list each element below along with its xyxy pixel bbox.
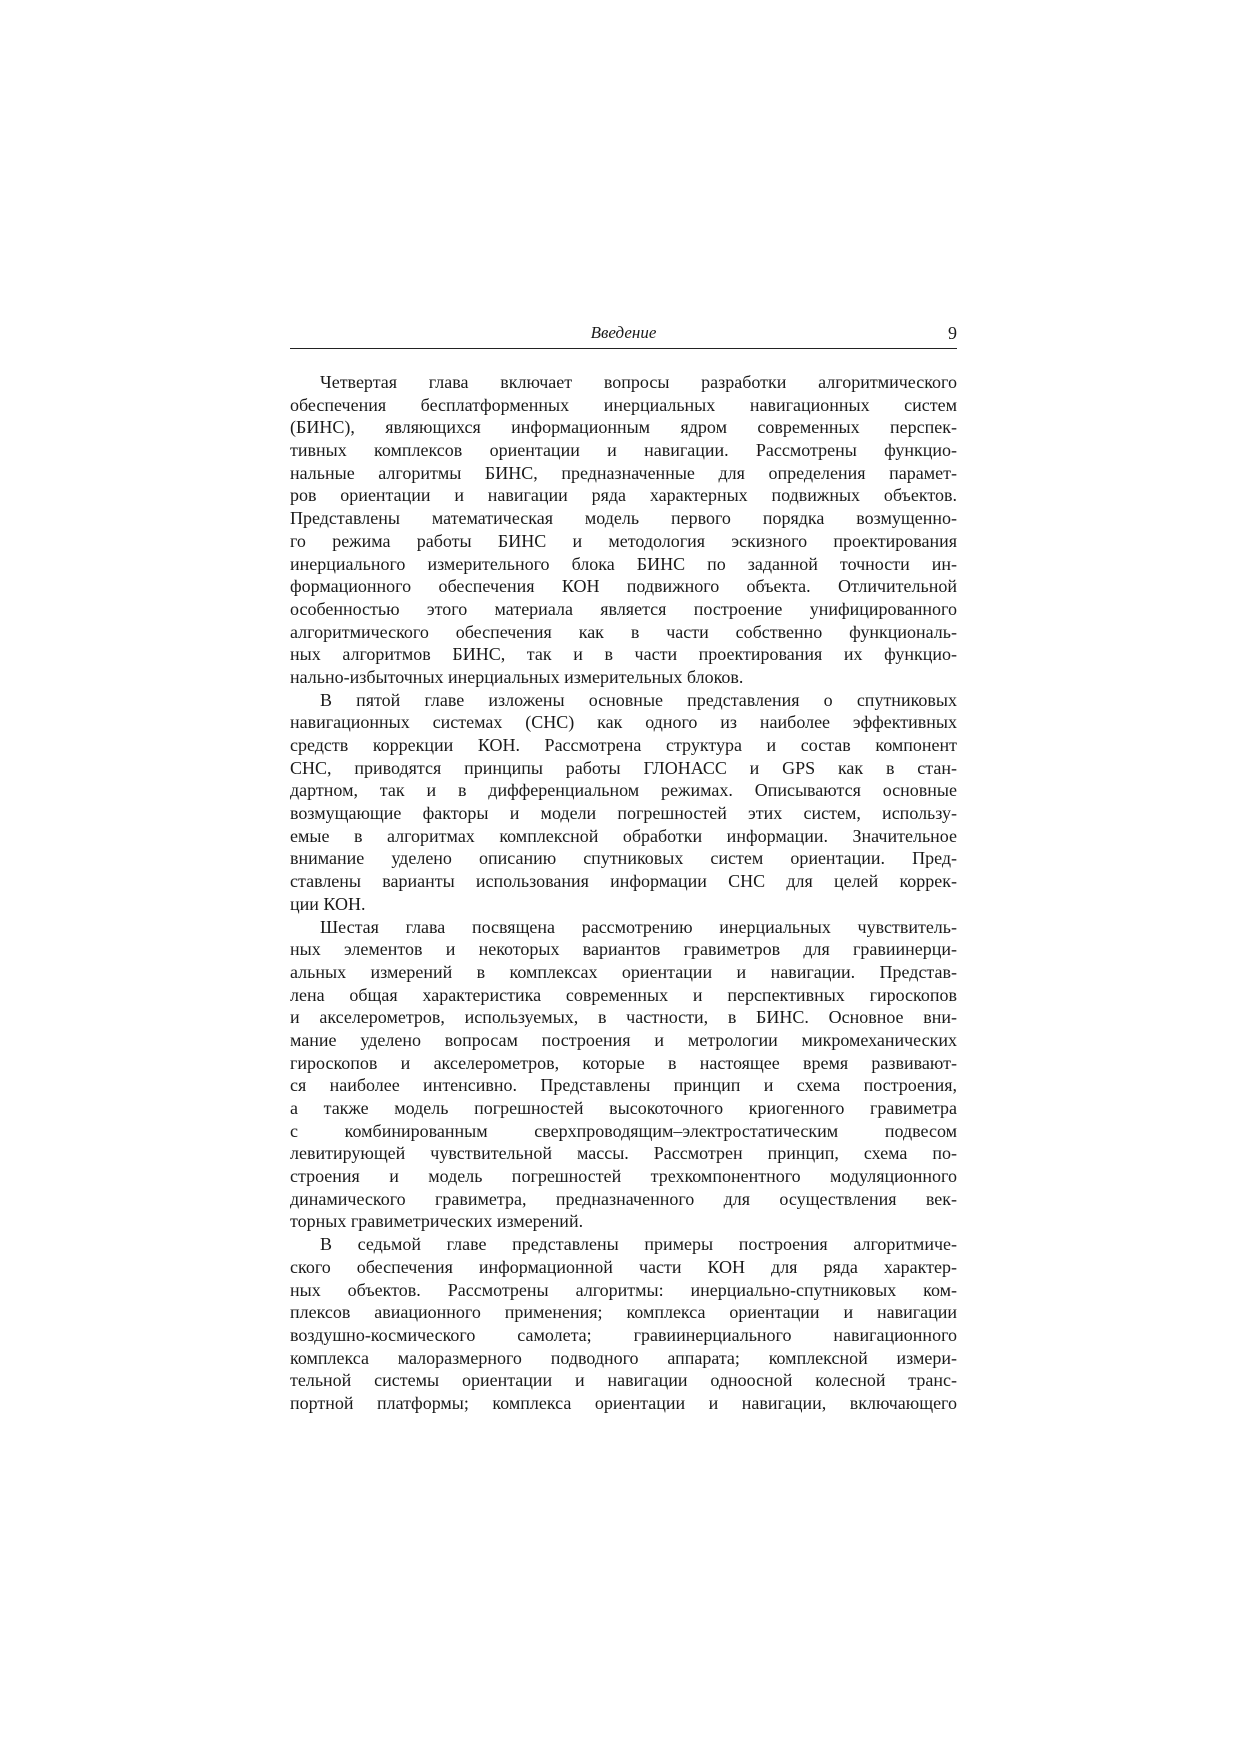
page-header [290,322,957,349]
text-line: ных элементов и некоторых вариантов гравиметров для гравиинерци- [290,939,957,960]
text-line: портной платформы; комплекса ориентации и навигации, включающего [290,1392,957,1413]
page-number: 9 [948,323,957,343]
text-line: го режима работы БИНС и методология эскизного проектирования [290,530,957,551]
text-line: В пятой главе изложены основные представления о спутниковых [320,689,957,710]
text-line: и акселерометров, используемых, в частности, в БИНС. Основное вни- [290,1007,957,1028]
text-line: ставлены варианты использования информации СНС для целей коррек- [290,871,957,892]
text-line: навигационных системах (СНС) как одного из наиболее эффективных [290,712,957,733]
text-line: торных гравиметрических измерений. [290,1211,584,1232]
text-line: левитирующей чувствительной массы. Рассмотрен принцип, схема по- [290,1143,957,1164]
text-line: СНС, приводятся принципы работы ГЛОНАСС и GPS как в стан- [290,757,957,778]
text-line: алгоритмического обеспечения как в части собственно функциональ- [290,621,957,642]
running-title: Введение [590,323,657,342]
text-line: динамического гравиметра, предназначенного для осуществления век- [290,1188,957,1209]
text-line: тельной системы ориентации и навигации одноосной колесной транс- [290,1370,957,1391]
text-line: Четвертая глава включает вопросы разработки алгоритмического [320,372,957,392]
text-line: лена общая характеристика современных и перспективных гироскопов [290,984,957,1005]
text-line: В седьмой главе представлены примеры построения алгоритмиче- [320,1234,957,1255]
text-line: воздушно-космического самолета; гравиинерциального навигационного [290,1324,957,1345]
text-line: нальные алгоритмы БИНС, предназначенные для определения парамет- [290,462,957,483]
text-line: комплекса малоразмерного подводного аппарата; комплексной измери- [290,1347,957,1368]
text-line: с комбинированным сверхпроводящим–электростатическим подвесом [290,1120,957,1141]
text-line: ров ориентации и навигации ряда характерных подвижных объектов. [290,485,957,506]
text-line: формационного обеспечения КОН подвижного объекта. Отличительной [290,576,957,597]
text-line: а также модель погрешностей высокоточного криогенного гравиметра [290,1098,957,1118]
text-line: Шестая глава посвящена рассмотрению инерциальных чувствитель- [320,916,957,937]
text-line: ся наиболее интенсивно. Представлены принцип и схема построения, [290,1075,957,1096]
text-line: особенностью этого материала является построение унифицированного [290,598,957,619]
text-line: нально-избыточных инерциальных измерительных блоков. [290,666,744,687]
text-line: Представлены математическая модель первого порядка возмущенно- [290,508,957,529]
text-line: (БИНС), являющихся информационным ядром современных перспек- [290,417,957,438]
text-line: возмущающие факторы и модели погрешностей этих систем, использу- [290,803,957,824]
text-line: дартном, так и в дифференциальном режимах. Описываются основные [290,780,957,801]
text-line: средств коррекции КОН. Рассмотрена структура и состав компонент [290,735,957,755]
text-line: тивных комплексов ориентации и навигации. Рассмотрены функцио- [290,440,957,461]
text-line: ных объектов. Рассмотрены алгоритмы: инерциально-спутниковых ком- [290,1279,957,1300]
text-line: плексов авиационного применения; комплекса ориентации и навигации [290,1302,957,1323]
text-line: ных алгоритмов БИНС, так и в части проектирования их функцио- [290,644,957,665]
text-line: ского обеспечения информационной части КОН для ряда характер- [290,1256,957,1277]
text-line: гироскопов и акселерометров, которые в настоящее время развивают- [290,1052,957,1073]
text-line: мание уделено вопросам построения и метрологии микромеханических [290,1029,957,1050]
text-line: внимание уделено описанию спутниковых систем ориентации. Пред- [290,848,957,869]
text-line: альных измерений в комплексах ориентации и навигации. Представ- [290,961,957,982]
text-line: обеспечения бесплатформенных инерциальных навигационных систем [290,394,957,415]
text-line: строения и модель погрешностей трехкомпонентного модуляционного [290,1166,957,1187]
text-line: ции КОН. [290,893,366,914]
text-line: емые в алгоритмах комплексной обработки информации. Значительное [290,825,957,846]
body-text [290,371,957,1415]
text-line: инерциального измерительного блока БИНС по заданной точности ин- [290,553,957,574]
